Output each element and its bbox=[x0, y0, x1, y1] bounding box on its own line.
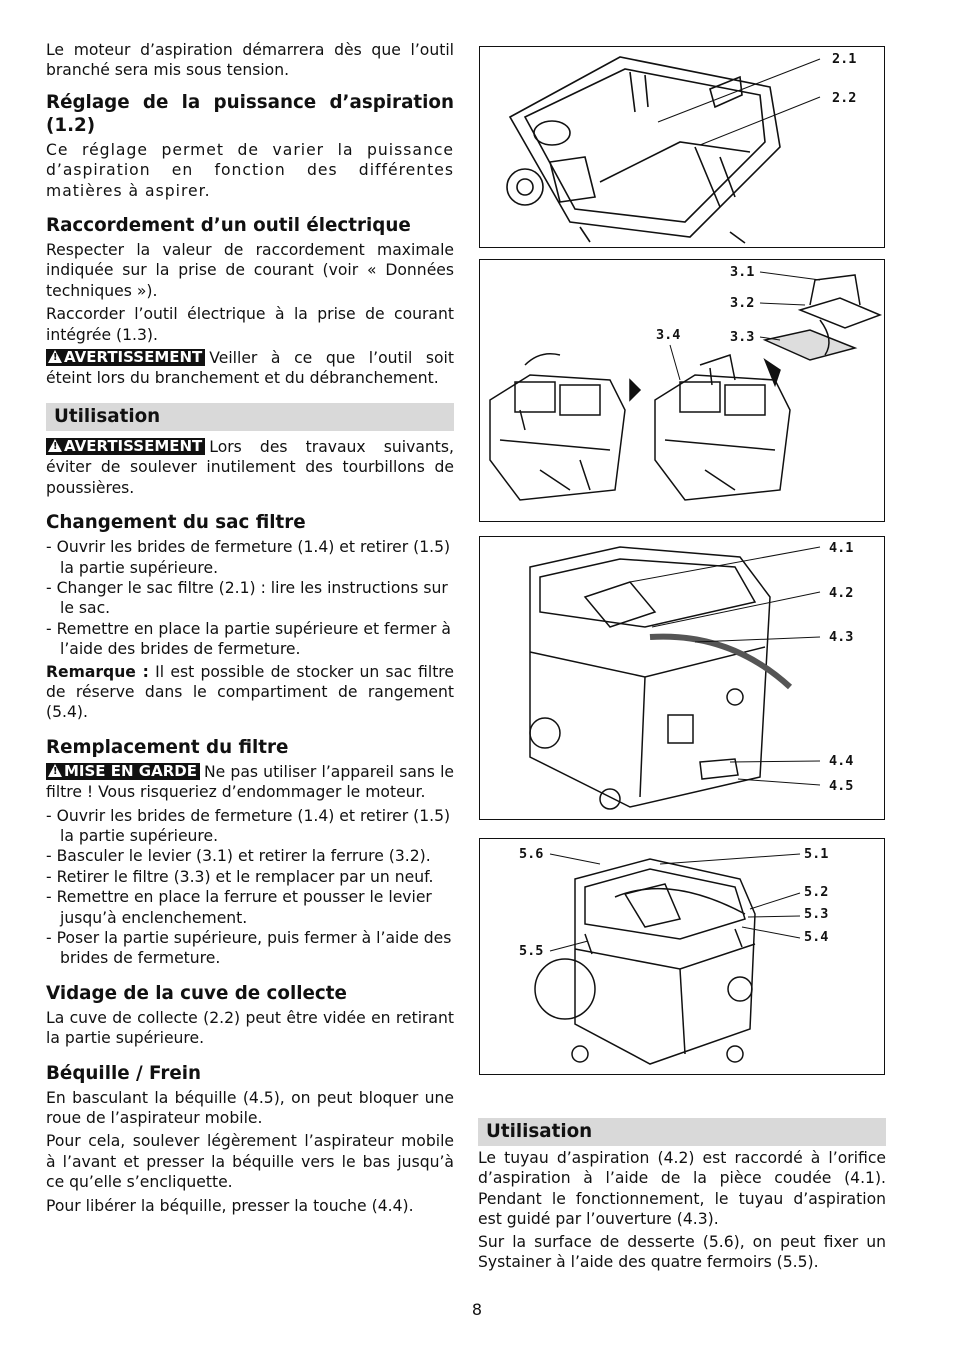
warning-badge: ! AVERTISSEMENT bbox=[46, 349, 205, 366]
label-4-5: 4.5 bbox=[829, 778, 854, 794]
tool-connection-text-2: Raccorder l’outil électrique à la prise de courant intégrée (1.3). bbox=[46, 305, 454, 344]
section-band-utilisation-right: Utilisation bbox=[478, 1118, 886, 1146]
list-item: - Ouvrir les brides de fermeture (1.4) et retirer (1.5) la partie supérieure. bbox=[46, 537, 454, 578]
label-4-3: 4.3 bbox=[829, 629, 854, 645]
brake-text-2: Pour cela, soulever légèrement l’aspirateur mobile à l’avant et presser la béquille vers le bas jusqu’à ce qu’elle s’encliquette. bbox=[46, 1132, 454, 1192]
caution-badge: ! MISE EN GARDE bbox=[46, 763, 200, 780]
filter-bag-steps bbox=[46, 537, 454, 659]
label-5-4: 5.4 bbox=[804, 929, 829, 945]
list-item: - Basculer le levier (3.1) et retirer la ferrure (3.2). bbox=[46, 846, 454, 866]
emptying-text: La cuve de collecte (2.2) peut être vidée en retirant la partie supérieure. bbox=[46, 1008, 454, 1048]
label-4-4: 4.4 bbox=[829, 753, 854, 769]
intro-text: Le moteur d’aspiration démarrera dès que l’outil branché sera mis sous tension. bbox=[46, 41, 454, 80]
warning-triangle-icon: ! bbox=[48, 439, 62, 452]
heading-suction-power: Réglage de la puissance d’aspiration (1.2) bbox=[46, 91, 454, 136]
heading-brake: Béquille / Frein bbox=[46, 1062, 202, 1084]
label-5-1: 5.1 bbox=[804, 846, 829, 862]
list-item: - Remettre en place la ferrure et pousser le levier jusqu’à enclenchement. bbox=[46, 887, 454, 928]
note-label: Remarque : bbox=[46, 662, 149, 681]
suction-power-text: Ce réglage permet de varier la puissance d’aspiration en fonction des différentes matières à aspirer. bbox=[46, 140, 454, 200]
heading-filter-replacement: Remplacement du filtre bbox=[46, 736, 289, 758]
figure-4-hose bbox=[479, 536, 885, 820]
list-item: - Remettre en place la partie supérieure et fermer à l’aide des brides de fermeture. bbox=[46, 619, 454, 660]
figure-2-tank bbox=[479, 46, 885, 248]
filter-bag-note bbox=[46, 662, 454, 723]
tank-illustration bbox=[480, 47, 886, 249]
label-3-4: 3.4 bbox=[656, 327, 681, 343]
utilisation-text-1: Le tuyau d’aspiration (4.2) est raccordé à l’orifice d’aspiration à l’aide de la pièce coudée (4.1). Pendant le fonctionnement, le tuyau d’aspiration est guidé par l’ouverture (4.3). bbox=[478, 1149, 886, 1229]
warning-text: Lors des travaux suivants, éviter de soulever inutilement des tourbillons de poussières. bbox=[46, 437, 454, 497]
filter-illustration bbox=[480, 260, 886, 523]
label-2-2: 2.2 bbox=[832, 90, 857, 106]
label-5-2: 5.2 bbox=[804, 884, 829, 900]
warning-utilisation bbox=[46, 437, 454, 498]
list-item: - Changer le sac filtre (2.1) : lire les instructions sur le sac. bbox=[46, 578, 454, 619]
utilisation-text-2: Sur la surface de desserte (5.6), on peut fixer un Systainer à l’aide des quatre fermoirs (5.5). bbox=[478, 1232, 886, 1272]
label-3-3: 3.3 bbox=[730, 329, 755, 345]
label-5-3: 5.3 bbox=[804, 906, 829, 922]
label-4-1: 4.1 bbox=[829, 540, 854, 556]
label-4-2: 4.2 bbox=[829, 585, 854, 601]
label-3-1: 3.1 bbox=[730, 264, 755, 280]
figure-5-top bbox=[479, 838, 885, 1075]
label-5-5: 5.5 bbox=[519, 943, 544, 959]
list-item: - Retirer le filtre (3.3) et le remplacer par un neuf. bbox=[46, 867, 454, 887]
warning-text: Veiller à ce que l’outil soit éteint lors du branchement et du débranchement. bbox=[46, 349, 454, 388]
left-column bbox=[46, 40, 454, 1219]
heading-filter-bag: Changement du sac filtre bbox=[46, 512, 306, 534]
note-text: Il est possible de stocker un sac filtre de réserve dans le compartiment de rangement (5.4). bbox=[46, 662, 454, 722]
heading-tool-connection: Raccordement d’un outil électrique bbox=[46, 215, 411, 237]
label-2-1: 2.1 bbox=[832, 51, 857, 67]
page-number: 8 bbox=[471, 1300, 483, 1319]
caution-text: Ne pas utiliser l’appareil sans le filtre ! Vous risqueriez d’endommager le moteur. bbox=[46, 762, 454, 802]
label-3-2: 3.2 bbox=[730, 295, 755, 311]
list-item: - Ouvrir les brides de fermeture (1.4) et retirer (1.5) la partie supérieure. bbox=[46, 806, 454, 847]
list-item: - Poser la partie supérieure, puis fermer à l’aide des brides de fermeture. bbox=[46, 928, 454, 969]
heading-emptying: Vidage de la cuve de collecte bbox=[46, 982, 347, 1004]
warning-badge: ! AVERTISSEMENT bbox=[46, 438, 205, 455]
warning-triangle-icon: ! bbox=[48, 350, 62, 363]
right-column bbox=[478, 1118, 886, 1274]
filter-replacement-steps bbox=[46, 806, 454, 969]
label-5-6: 5.6 bbox=[519, 846, 544, 862]
brake-text-1: En basculant la béquille (4.5), on peut bloquer une roue de l’aspirateur mobile. bbox=[46, 1088, 454, 1128]
hose-illustration bbox=[480, 537, 886, 821]
figure-3-filter bbox=[479, 259, 885, 522]
warning-triangle-icon: ! bbox=[48, 764, 62, 777]
caution-filter bbox=[46, 762, 454, 803]
section-band-utilisation: Utilisation bbox=[46, 403, 454, 431]
warning-tool-connection bbox=[46, 348, 454, 389]
tool-connection-text-1: Respecter la valeur de raccordement maximale indiquée sur la prise de courant (voir « Données techniques »). bbox=[46, 241, 454, 300]
brake-text-3: Pour libérer la béquille, presser la touche (4.4). bbox=[46, 1196, 414, 1215]
